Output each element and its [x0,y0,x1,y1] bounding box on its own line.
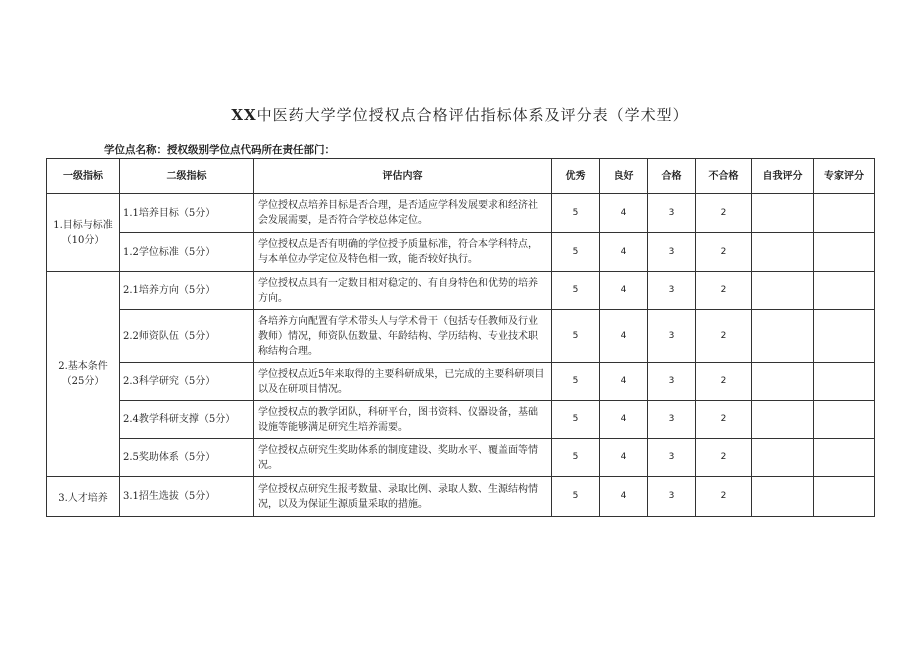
score-fail: 2 [696,272,752,310]
score-good: 4 [600,194,648,233]
score-excellent: 5 [552,363,600,401]
table-header-row [47,159,875,194]
score-good: 4 [600,233,648,272]
content-cell: 学位授权点具有一定数目相对稳定的、有自身特色和优势的培养方向。 [254,272,552,310]
header-level2: 二级指标 [120,159,254,194]
header-level1: 一级指标 [47,159,120,194]
self-score-cell[interactable] [752,310,814,363]
score-fail: 2 [696,310,752,363]
content-cell: 各培养方向配置有学术带头人与学术骨干（包括专任教师及行业教师）情况，师资队伍数量、年龄结构、学历结构、专业技术职称结构合理。 [254,310,552,363]
score-excellent: 5 [552,439,600,477]
table-row [47,310,875,363]
level2-label: 1.1培养目标（5分） [120,194,254,233]
score-fail: 2 [696,439,752,477]
header-good: 良好 [600,159,648,194]
table-row [47,439,875,477]
content-cell: 学位授权点是否有明确的学位授予质量标准，符合本学科特点，与本单位办学定位及特色相一致，能否较好执行。 [254,233,552,272]
score-excellent: 5 [552,233,600,272]
expert-score-cell[interactable] [814,401,875,439]
table-row [47,194,875,233]
score-pass: 3 [648,233,696,272]
score-pass: 3 [648,363,696,401]
evaluation-table [46,158,875,517]
content-cell: 学位授权点研究生奖助体系的制度建设、奖助水平、覆盖面等情况。 [254,439,552,477]
score-pass: 3 [648,401,696,439]
table-row [47,401,875,439]
self-score-cell[interactable] [752,439,814,477]
title-prefix: XX [231,106,257,124]
expert-score-cell[interactable] [814,272,875,310]
header-self-score: 自我评分 [752,159,814,194]
score-excellent: 5 [552,272,600,310]
group-label: 1.目标与标准（10分） [47,194,120,272]
header-fail: 不合格 [696,159,752,194]
score-good: 4 [600,310,648,363]
content-cell: 学位授权点培养目标是否合理，是否适应学科发展要求和经济社会发展需要，是否符合学校总体定位。 [254,194,552,233]
score-fail: 2 [696,194,752,233]
group-label: 2.基本条件（25分） [47,272,120,477]
score-excellent: 5 [552,401,600,439]
level2-label: 3.1招生选拔（5分） [120,477,254,517]
self-score-cell[interactable] [752,477,814,517]
expert-score-cell[interactable] [814,233,875,272]
table-row [47,272,875,310]
table-row [47,363,875,401]
table-row [47,477,875,517]
score-pass: 3 [648,310,696,363]
self-score-cell[interactable] [752,401,814,439]
score-good: 4 [600,272,648,310]
score-pass: 3 [648,477,696,517]
header-expert-score: 专家评分 [814,159,875,194]
level2-label: 2.3科学研究（5分） [120,363,254,401]
level2-label: 2.5奖助体系（5分） [120,439,254,477]
group-label: 3.人才培养 [47,477,120,517]
content-cell: 学位授权点研究生报考数量、录取比例、录取人数、生源结构情况，以及为保证生源质量采取的措施。 [254,477,552,517]
score-pass: 3 [648,272,696,310]
self-score-cell[interactable] [752,363,814,401]
score-good: 4 [600,439,648,477]
header-content: 评估内容 [254,159,552,194]
level2-label: 2.1培养方向（5分） [120,272,254,310]
score-pass: 3 [648,194,696,233]
title-text: 中医药大学学位授权点合格评估指标体系及评分表（学术型） [256,106,689,124]
score-good: 4 [600,363,648,401]
document-title [0,104,920,125]
expert-score-cell[interactable] [814,363,875,401]
self-score-cell[interactable] [752,272,814,310]
score-pass: 3 [648,439,696,477]
header-excellent: 优秀 [552,159,600,194]
content-cell: 学位授权点的教学团队，科研平台，图书资料、仪器设备，基础设施等能够满足研究生培养需要。 [254,401,552,439]
self-score-cell[interactable] [752,233,814,272]
score-good: 4 [600,477,648,517]
level2-label: 2.4教学科研支撑（5分） [120,401,254,439]
score-fail: 2 [696,363,752,401]
level2-label: 1.2学位标准（5分） [120,233,254,272]
expert-score-cell[interactable] [814,439,875,477]
score-excellent: 5 [552,477,600,517]
table-row [47,233,875,272]
content-cell: 学位授权点近5年来取得的主要科研成果，已完成的主要科研项目以及在研项目情况。 [254,363,552,401]
score-fail: 2 [696,401,752,439]
level2-label: 2.2师资队伍（5分） [120,310,254,363]
expert-score-cell[interactable] [814,477,875,517]
header-pass: 合格 [648,159,696,194]
score-good: 4 [600,401,648,439]
expert-score-cell[interactable] [814,310,875,363]
score-excellent: 5 [552,194,600,233]
score-fail: 2 [696,477,752,517]
degree-info-line: 学位点名称：授权级别学位点代码所在责任部门： [104,144,335,156]
score-excellent: 5 [552,310,600,363]
expert-score-cell[interactable] [814,194,875,233]
self-score-cell[interactable] [752,194,814,233]
score-fail: 2 [696,233,752,272]
